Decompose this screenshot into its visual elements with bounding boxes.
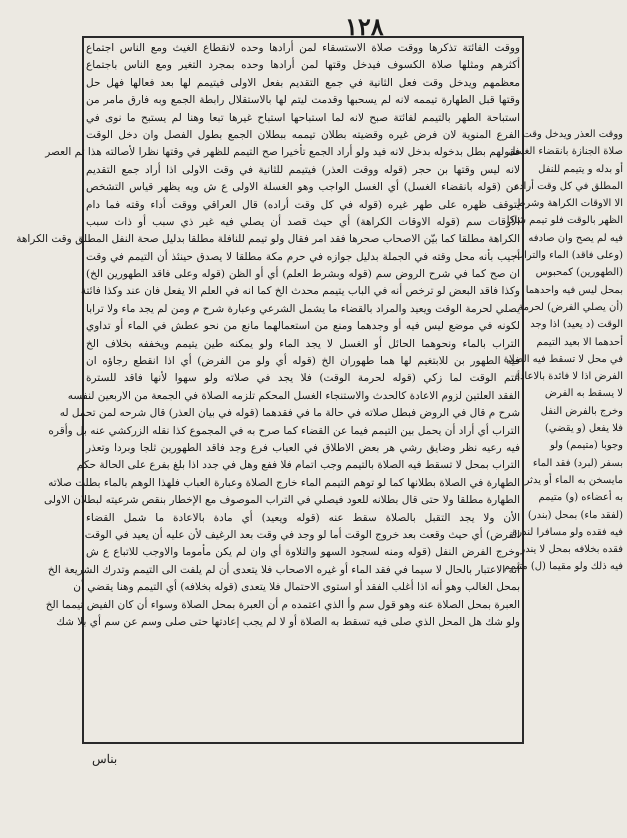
margin-text-line: فيه لم يصح وان صادفه (528, 232, 623, 244)
margin-text-line: بسفر (لبرد) فقد الماء (532, 457, 623, 469)
main-text-line: لانه ليس وقتها بن حجر (قوله ووقت العذر) فيتيمم للثانية في وقت الاولى اذا أراد جمع التقديم (86, 163, 520, 176)
margin-text-line: ووقت العذر ويدخل وقت (522, 129, 623, 140)
main-text-line: أنه الاعتبار بالحال لا سيما في فقد الماء أو غيره الاصحاب فلا يتعدى أن لم يلفت الى التيمم وتدرك الشريعة الخ (47, 563, 520, 576)
main-text-line: التراب بمحل لا تسقط فيه الصلاة بالتيمم وجب اتمام فلا ففع وهل في جدد اذا بلغ بفرع على الحالة حكم (76, 459, 520, 472)
main-text-line: ان صح كما في شرح الروض سم (قوله وبشرط العلم) أي أو الظن (قوله وعلى فاقد الطهورين الخ) (86, 268, 520, 281)
margin-text-line: فيه فقده ولو مسافرا لندرة (511, 526, 623, 538)
margin-text-line: لا يسقط به الفرض (544, 388, 623, 400)
main-text-line: أجيب بأنه محل وقته في الجملة بدليل جوازه في حرم مكة مطلقا لا يصدق حينئذ أن التيمم في وقت (86, 250, 520, 263)
margin-text-line: أو بدله و يتيمم للنفل (538, 163, 623, 175)
margin-text-line: في محل لا تسقط فيه الصلاة (503, 353, 623, 365)
margin-text-line: المطلق في كل وقت أراده (513, 180, 623, 192)
page-number: ١٢٨ (345, 12, 384, 41)
main-text-line: فيه الطهور بن للابتغيم لها هما طهوران الخ (قوله أي ولو من الفرض) أي اذا انقطع رجاؤه ان (86, 355, 520, 368)
main-text-line: ولو شك هل المحل الذي صلى فيه تسقط به الصلاة أو لا لم يجب إعادتها حتى صلى وسم عن سم أي بلا شك (56, 615, 520, 628)
main-text-line: ووقت الفائتة تذكرها ووقت صلاة الاستسقاء لمن أرادها وحده لانقطاع الغيث ومع الناس اجتماع (86, 42, 520, 54)
margin-text-line: (وعلى فاقد) الماء والتراب (514, 250, 623, 262)
main-text-line: الأن ولا يجد التقبل بالصلاة سقط عنه (قوله ويعيد) أي مادة بالاعادة ما شمل القضاء (86, 511, 520, 524)
main-text-line: الطهارة في الصلاة بطلانها كما لو توهم التيمم الماء خارج الصلاة وعبارة العباب فلهذا الوهم بالماء بطلت صلاته (48, 476, 520, 489)
margin-text-line: بمحل ليس فيه واحدهما (525, 284, 623, 296)
main-text-line: يتوقف ظهره على طهر غيره (قوله في كل وقت أراده) قال العراقي ووقت أداء وقته فما دام (86, 198, 520, 211)
margin-text-line: أحدهما الا بعيد التيمم (536, 336, 623, 348)
main-text-line: أكثرهم ومثلها صلاة الكسوف فيدخل وقتها لمن أرادها وحده بمجرد التغير ومع الناس باجتماع (86, 59, 520, 72)
margin-text-line: (أن يصلي الفرض) لحرمة (518, 301, 623, 313)
main-text-line: العبرة بمحل الصلاة عنه وهو قول سم وأ الذي اعتمده م أن العبرة بمحل الصلاة وسواء أن كان الفيض تيمما الخ (45, 598, 520, 611)
main-text-line: وقتها قبل الطهارة تيممه لانه لم يسحبها وقدمت ليتم لها بالاستقلال رابطة الجمع وبه فارق مامر من (86, 94, 520, 107)
margin-text-line: به أعضاءه (و) متيمم (538, 492, 623, 504)
main-text-line: بمحل الغالب وهو أنه اذا أغلب الفقد أو استوى الاحتمال فلا يتعدى (قوله بخلافه) أي التيمم وهنا يقضي أن (73, 581, 520, 594)
catchword: بناس (92, 752, 118, 766)
margin-text-line: فلا يفعل (و يقضي) (544, 423, 623, 435)
margin-text-line: الفرض اذا لا فائدة بالاعادة (514, 371, 623, 383)
main-text-line: وكذا فاقد البعض لو ترخص أنه في الباب يتيمم محدث الخ كما انه في العلم الا يفعل فان عند وكذا فائتة (80, 285, 520, 298)
main-text-line: الفرع المنوية لان فرض غيره وقضيته بطلان تيممه ببطلان الجمع بطول الفصل وان دخل الوقت (86, 128, 520, 141)
main-text-line: وخرج الفرض النفل (قوله ومنه لسجود السهو والتلاوة أي وان لم يكن مأموما والاوجب للاتباع ع ش (86, 546, 520, 559)
margin-text-line: (الطهورين) كمحبوس (535, 267, 623, 279)
main-text-line: يصلي لحرمة الوقت ويعيد والمراد بالقضاء ما يشمل الشرعي وعبارة شرح م ومن لم يجد ماء ولا ترابا (86, 302, 520, 315)
margin-text-line: وجوبا (متيمم) ولو (549, 440, 623, 452)
margin-text-line: فقده بخلافه بمحل لا يندر (520, 544, 623, 556)
margin-text-line: الا الاوقات الكراهة وشرط (516, 198, 623, 210)
margin-text-block (503, 126, 623, 576)
main-text-block (16, 40, 520, 631)
main-text-line: الكراهة مطلقا كما بيّن الاصحاب صحرها فقد امر فقال ولو تيمم للنافلة مطلقا بدليل صحة النفل المطلق وقت الكراهة (16, 233, 520, 246)
main-text-line: لكونه في موضع ليس فيه أو وجدهما ومنع من استعمالهما مانع من نحو عطش في الماء أو تداوي (86, 320, 520, 333)
margin-text-line: فيه ذلك ولو مقيما (ل) متيمم (503, 561, 623, 573)
margin-text-line: وخرج بالفرض النفل (540, 405, 623, 417)
main-text-line: معظمهم ويدخل وقت فعل الثانية في جمع التقديم بفعل الاولى فيتيمم لها بعد فعالها فهل حل (86, 76, 520, 89)
main-text-line: الطهارة مطلقا ولا حتى قال بطلانه للعود فيصلي في التراب الموصوف مع الإخطار بنقص شرعيته لبطلان الاولى (44, 494, 520, 507)
main-text-line: فيه رعيه نظر وضايق رشي هر بعض الاطلاق في العباب فرع وجد فاقد الطهورين ثلجا وبردا وتعذر (86, 441, 520, 454)
main-text-line: التراب بالماء ونحوهما الحائل أو الغسل لا يجد الماء ولو يمكنه طين يتيمم ويخففه بخلاف الخ (86, 337, 520, 350)
main-text-line: شرح م قال في الروض فبطل صلاته في حالة ما في فقدهما (قوله في بيان العذر) قال شرحه لمن تحمل له (59, 407, 520, 420)
main-text-line: الفقد العلتين لزوم الاعادة كالحدث والاستنجاء الغسل المحكم تلزمه الصلاة في الجمعة من الاربعين لنفسه (67, 389, 520, 402)
main-text-line: التراب أي أراد أن يحمل بين التيمم فيما عن القضاء كما صرح به في المجموع كذا نقله الزركشي عنه بل وأقره (48, 424, 520, 437)
main-text-line: عن (قوله بانقضاء الغسل) أي الغسل الواجب وهو الغسلة الاولى ع ش ويه يظهر قياس التشخص (86, 181, 520, 194)
main-text-line: الفرض) أي حيث وقعت بعد خروج الوقت أما لو وجد في وقت بعد الرغيف لأن عليه أن يعيد في الوقت (84, 528, 520, 541)
margin-text-line: مايسخن به الماء أو يدثر (524, 474, 623, 486)
main-text-line: استباحة الطهر بالتيمم لفائتة صبح لانه لما استباحها استباح غيرها تبعا وهنا لم يستبح ما نوى في (86, 111, 520, 124)
margin-text-line: (لفقد ماء) بمحل (بندر) (527, 509, 623, 521)
main-text-line: الاوقات سم (قوله الاوقات الكراهة) أي حيث قصد أن يصلي فيه غير ذي سبب أو ذات سبب (86, 215, 520, 228)
margin-text-line: الظهر بالوقت فلو تيمم شاكا (506, 215, 623, 227)
margin-text-line: صلاة الجنازة بانقضاء الغسل (508, 146, 623, 158)
margin-text-line: الوقت (د يعيد) اذا وجد (530, 319, 623, 331)
main-text-line: فقولهم بطل بدخوله بدخل لانه فيد ولو أراد الجمع تأخيرا صح التيمم للظهر في وقتها نظرا لأصالته هذا تم العصر (45, 146, 520, 159)
main-text-line: أنتم الوقت لما زكي (قوله لحرمة الوقت) فلا يجد في صلاته ولو سهوا لأنها فاقد للسترة (86, 372, 520, 385)
